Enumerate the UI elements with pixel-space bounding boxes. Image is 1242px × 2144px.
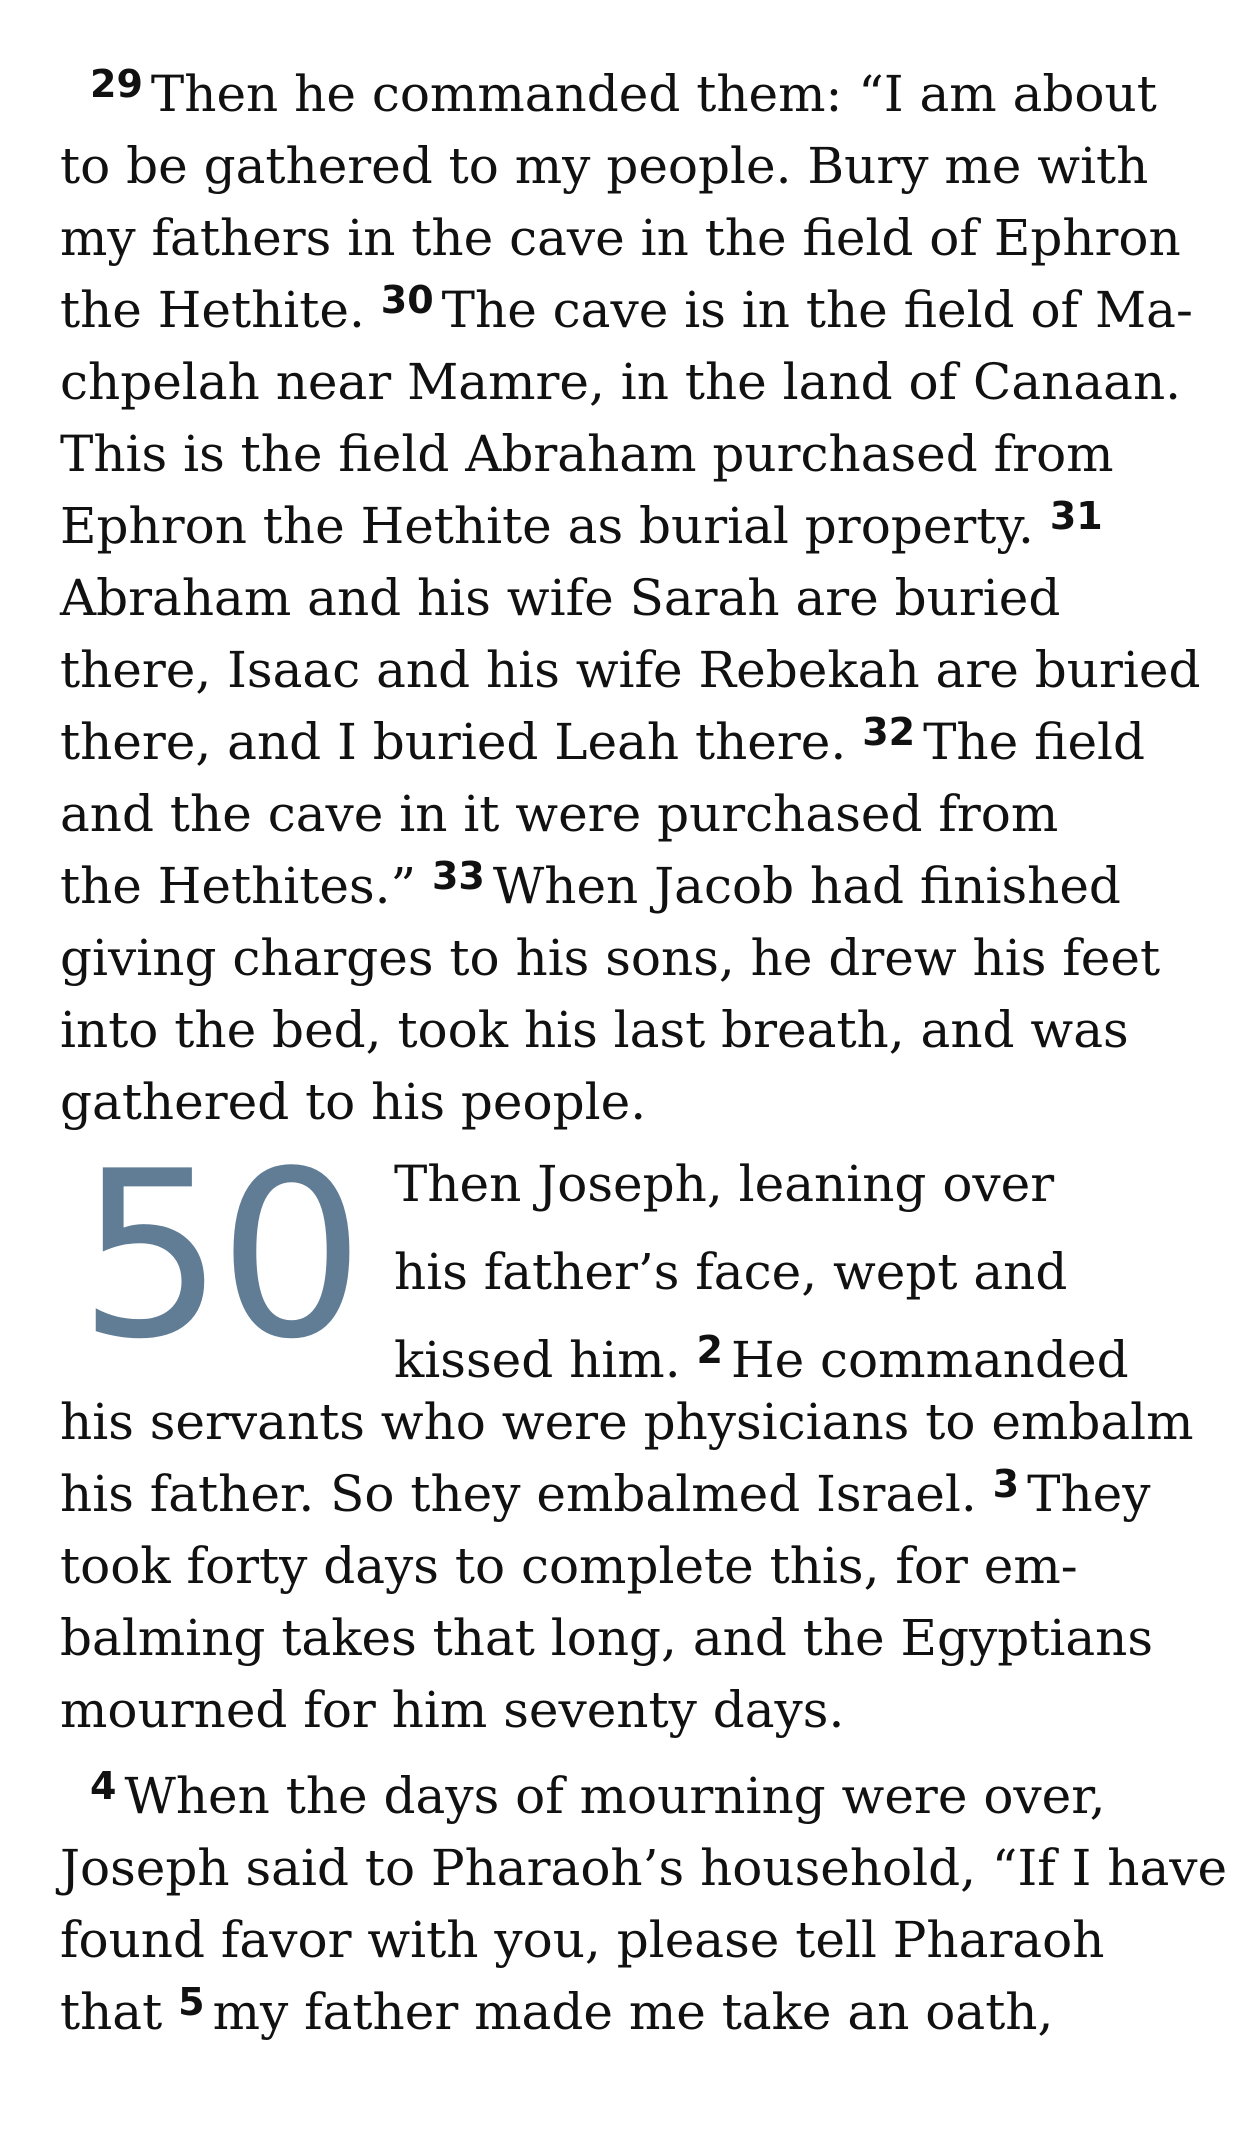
line-text: giving charges to his sons, he drew his feet — [60, 929, 1161, 987]
text-line — [60, 202, 1200, 274]
line-text: took forty days to complete this, for em- — [60, 1537, 1078, 1595]
line-text: to be gathered to my people. Bury me with — [60, 137, 1149, 195]
chapter-block — [60, 1123, 1200, 1390]
text-line — [60, 58, 1200, 130]
line-text: Then he commanded them: “I am about — [150, 65, 1157, 123]
line-text: The cave is in the field of Ma- — [441, 281, 1193, 339]
line-text: They — [1027, 1465, 1151, 1523]
text-line — [60, 418, 1200, 490]
line-text: the Hethites.” — [60, 857, 417, 915]
text-line — [60, 346, 1200, 418]
text-line — [60, 274, 1200, 346]
text-line — [60, 994, 1200, 1066]
verse-number: 33 — [431, 854, 485, 898]
text-line — [60, 1832, 1228, 1904]
line-text: his father’s face, wept and — [394, 1243, 1068, 1301]
verse-number: 32 — [862, 710, 916, 754]
line-text: chpelah near Mamre, in the land of Canaan. — [60, 353, 1182, 411]
text-line — [60, 706, 1200, 778]
line-text: kissed him. — [394, 1331, 681, 1389]
chapter-opening-lines — [394, 1140, 1129, 1404]
verse-number: 3 — [992, 1462, 1020, 1506]
text-line — [60, 634, 1200, 706]
passage-before — [60, 58, 1200, 1138]
line-text: balming takes that long, and the Egyptians — [60, 1609, 1154, 1667]
verse-number: 2 — [696, 1328, 723, 1372]
line-text: my father made me take an oath, — [212, 1983, 1054, 2041]
line-text: that — [60, 1983, 163, 2041]
line-text: When the days of mourning were over, — [124, 1767, 1106, 1825]
line-text: found favor with you, please tell Pharaoh — [60, 1911, 1105, 1969]
line-text: the Hethite. — [60, 281, 365, 339]
text-line — [60, 1530, 1200, 1602]
line-text: my fathers in the cave in the field of Ephron — [60, 209, 1181, 267]
line-text: there, and I buried Leah there. — [60, 713, 847, 771]
verse-number: 30 — [380, 278, 434, 322]
chapter-number: 50 — [78, 1123, 359, 1390]
line-text: The field — [923, 713, 1146, 771]
verse-number: 31 — [1049, 494, 1103, 538]
text-line — [60, 1602, 1200, 1674]
line-text: When Jacob had finished — [492, 857, 1121, 915]
line-text: This is the field Abraham purchased from — [60, 425, 1114, 483]
line-text: Abraham and his wife Sarah are buried — [60, 569, 1061, 627]
line-text: his servants who were physicians to embalm — [60, 1393, 1194, 1451]
verse-number: 29 — [90, 62, 143, 106]
text-line — [60, 850, 1200, 922]
text-line — [60, 1904, 1200, 1976]
line-text: He commanded — [730, 1331, 1129, 1389]
text-line — [60, 130, 1200, 202]
text-line — [60, 1458, 1200, 1530]
text-line — [60, 778, 1200, 850]
verse-number: 4 — [90, 1764, 117, 1808]
text-line — [394, 1140, 1129, 1228]
line-text: there, Isaac and his wife Rebekah are buried — [60, 641, 1201, 699]
text-line — [60, 1760, 1200, 1832]
line-text: gathered to his people. — [60, 1073, 647, 1131]
line-text: his father. So they embalmed Israel. — [60, 1465, 977, 1523]
verse-number: 5 — [178, 1980, 205, 2024]
text-line — [60, 1976, 1200, 2048]
line-text: Joseph said to Pharaoh’s household, “If I have — [60, 1839, 1228, 1897]
text-line — [394, 1228, 1129, 1316]
line-text: into the bed, took his last breath, and was — [60, 1001, 1129, 1059]
text-line — [60, 1674, 1200, 1746]
line-text: mourned for him seventy days. — [60, 1681, 845, 1739]
line-text: Ephron the Hethite as burial property. — [60, 497, 1034, 555]
scripture-page — [60, 58, 1228, 2048]
line-text: and the cave in it were purchased from — [60, 785, 1059, 843]
passage-after — [60, 1386, 1200, 1746]
text-line — [60, 490, 1200, 562]
passage-final — [60, 1760, 1228, 2048]
text-line — [60, 922, 1200, 994]
text-line — [394, 1316, 1129, 1404]
line-text: Then Joseph, leaning over — [394, 1155, 1055, 1213]
text-line — [60, 562, 1200, 634]
